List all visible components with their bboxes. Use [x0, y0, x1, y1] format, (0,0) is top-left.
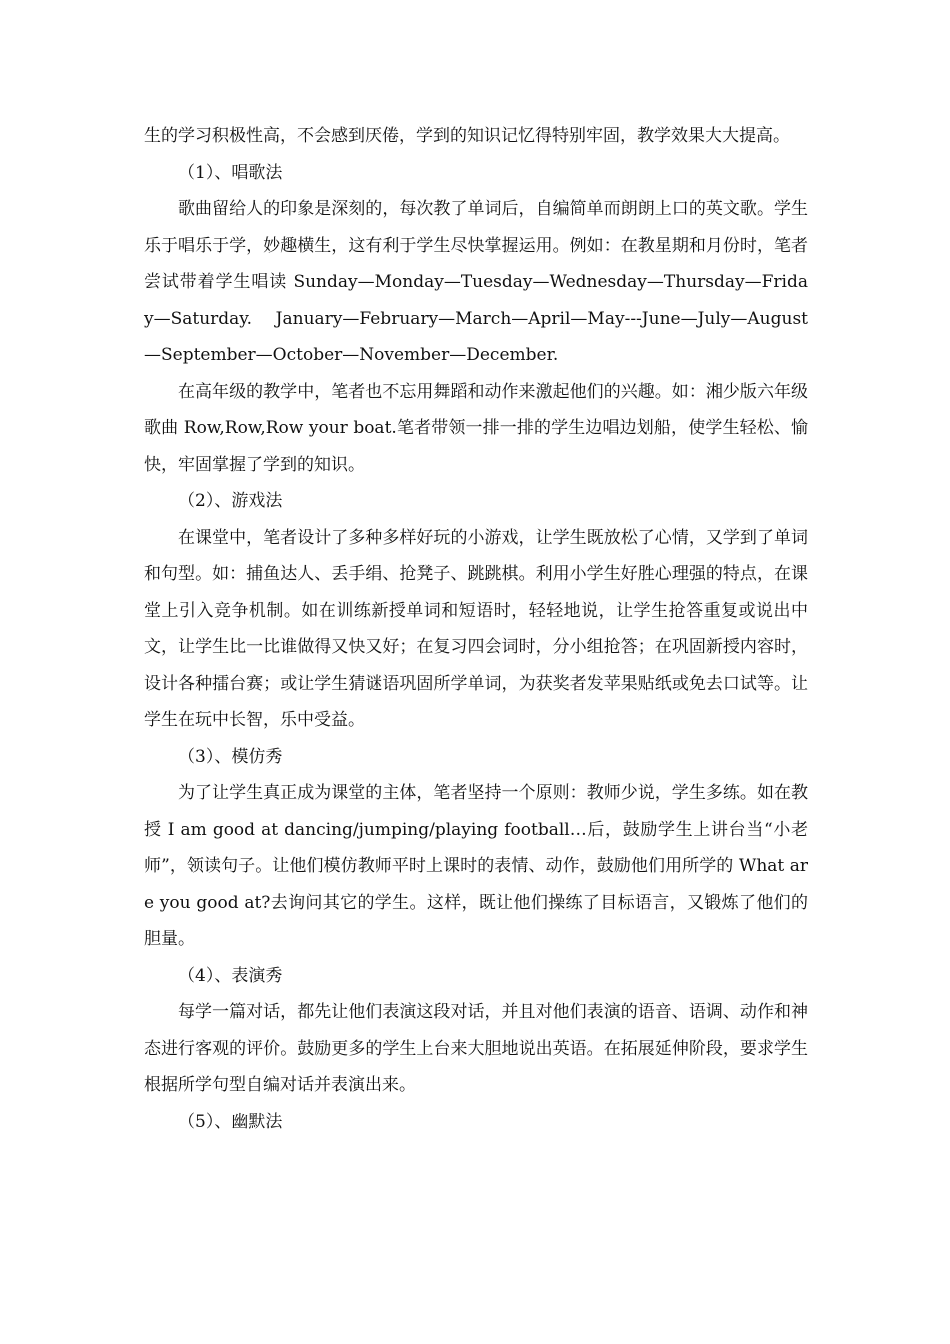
document-body — [144, 118, 808, 1140]
paragraph-continuation: 生的学习积极性高，不会感到厌倦，学到的知识记忆得特别牢固，教学效果大大提高。 — [144, 126, 790, 146]
paragraph-singing-method: 歌曲留给人的印象是深刻的，每次教了单词后，自编简单而朗朗上口的英文歌。学生乐于唱乐于学，妙趣横生，这有利于学生尽快掌握运用。例如：在教星期和月份时，笔者尝试带着学生唱读 Sunday—Monday—Tuesday—Wednesday—Thursday—Friday—Saturday. January—February—March—April—May---June—July—August—September—October—November—December. — [144, 199, 808, 365]
section-heading-singing: （1）、唱歌法 — [178, 162, 283, 183]
section-heading-performance: （4）、表演秀 — [178, 965, 283, 986]
section-heading-games: （2）、游戏法 — [178, 491, 283, 511]
section-heading-humor: （5）、幽默法 — [178, 1111, 283, 1132]
section-heading-imitation: （3）、模仿秀 — [178, 746, 283, 767]
paragraph-imitation-show: 为了让学生真正成为课堂的主体，笔者坚持一个原则：教师少说，学生多练。如在教授 I am good at dancing/jumping/playing football…后，鼓励学生上讲台当“小老师”，领读句子。让他们模仿教师平时上课时的表情、动作，鼓励他们用所学的 What are you good at?去询问其它的学生。这样，既让他们操练了目标语言，又锻炼了他们的胆量。 — [144, 783, 808, 949]
paragraph-performance-show: 每学一篇对话，都先让他们表演这段对话，并且对他们表演的语音、语调、动作和神态进行客观的评价。鼓励更多的学生上台来大胆地说出英语。在拓展延伸阶段，要求学生根据所学句型自编对话并表演出来。 — [144, 1002, 808, 1095]
paragraph-game-method: 在课堂中，笔者设计了多种多样好玩的小游戏，让学生既放松了心情，又学到了单词和句型。如：捕鱼达人、丢手绢、抢凳子、跳跳棋。利用小学生好胜心理强的特点，在课堂上引入竞争机制。如在训练新授单词和短语时，轻轻地说，让学生抢答重复或说出中文，让学生比一比谁做得又快又好；在复习四会词时，分小组抢答；在巩固新授内容时，设计各种擂台赛；或让学生猜谜语巩固所学单词，为获奖者发苹果贴纸或免去口试等。让学生在玩中长智，乐中受益。 — [144, 527, 808, 730]
paragraph-dance-actions: 在高年级的教学中，笔者也不忘用舞蹈和动作来激起他们的兴趣。如：湘少版六年级歌曲 Row,Row,Row your boat.笔者带领一排一排的学生边唱边划船，使学生轻松、愉快，牢固掌握了学到的知识。 — [144, 381, 808, 475]
